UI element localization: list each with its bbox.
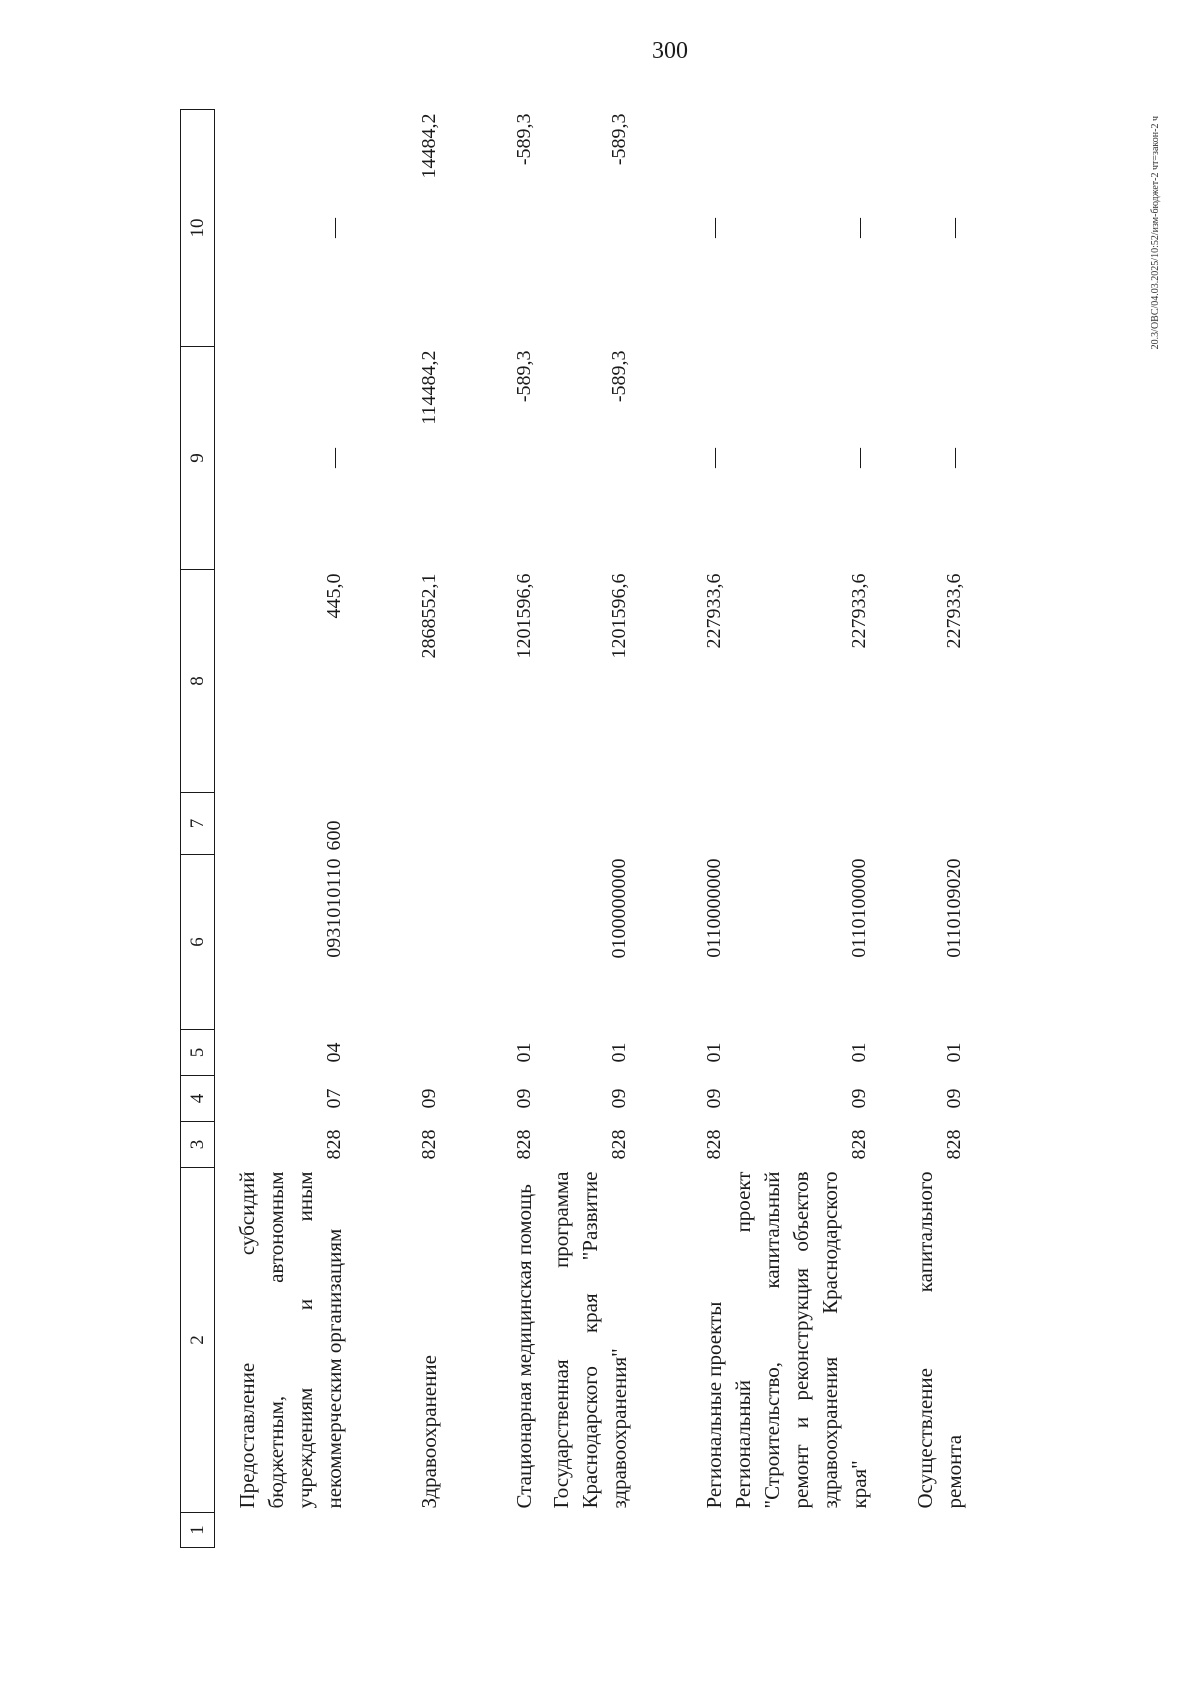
table-row [349, 110, 444, 1548]
column-header: 4 [181, 1076, 215, 1122]
row-name: Государственная программа Краснодарского края "Развитие здравоохранения" [548, 1171, 631, 1509]
cell-c9: 114484,2 [417, 350, 440, 425]
column-header: 8 [181, 570, 215, 793]
cell-c4: 09 [417, 1088, 440, 1109]
cell-c7: 600 [322, 820, 345, 851]
cell-c6 [349, 855, 444, 1030]
column-number-header [181, 110, 215, 1548]
column-header: 7 [181, 793, 215, 855]
rotated-table-frame [180, 110, 980, 1548]
cell-c3: 828 [847, 1129, 870, 1160]
cell-c9: — [847, 448, 870, 468]
cell-c4: 09 [512, 1088, 535, 1109]
cell-c4: 09 [702, 1088, 725, 1109]
cell-c3: 828 [702, 1129, 725, 1160]
table-row [215, 110, 349, 1548]
cell-c5: 01 [702, 1042, 725, 1063]
cell-c9: -589,3 [607, 350, 630, 403]
cell-c8: 1201596,6 [607, 573, 630, 659]
cell-c8: 227933,6 [847, 573, 870, 649]
row-name: Здравоохранение [416, 1355, 441, 1509]
cell-c5: 04 [322, 1042, 345, 1063]
cell-c8: 227933,6 [702, 573, 725, 649]
cell-c10: -589,3 [512, 113, 535, 166]
column-header: 3 [181, 1122, 215, 1168]
cell-c10: — [942, 218, 965, 238]
cell-c6: 0110000000 [702, 858, 725, 958]
cell-c6: 0110109020 [942, 858, 965, 958]
cell-c10: -589,3 [607, 113, 630, 166]
cell-c7 [444, 793, 539, 855]
cell-c7 [634, 793, 729, 855]
cell-c9: — [322, 448, 345, 468]
cell-c6: 0110100000 [847, 858, 870, 958]
cell-c5 [349, 1030, 444, 1076]
cell-c9: — [702, 448, 725, 468]
cell-c3: 828 [607, 1129, 630, 1160]
cell-c7 [349, 793, 444, 855]
cell-c7 [874, 793, 969, 855]
cell-c10: 14484,2 [417, 113, 440, 179]
table-row [634, 110, 729, 1548]
cell-c3: 828 [322, 1129, 345, 1160]
cell-c9: — [942, 448, 965, 468]
column-header: 5 [181, 1030, 215, 1076]
table-row [539, 110, 634, 1548]
row-name: Осуществление капитального ремонта [912, 1171, 966, 1509]
cell-c10: — [322, 218, 345, 238]
cell-c8: 227933,6 [942, 573, 965, 649]
row-name: Региональный проект "Строительство, капитальный ремонт и реконструкция объектов здравоохранения Краснодарского края" [730, 1171, 871, 1509]
cell-c7 [729, 793, 874, 855]
row-name: Предоставление субсидий бюджетным, автономным учреждениям и иным некоммерческим организациям [234, 1171, 346, 1509]
cell-c7 [539, 793, 634, 855]
cell-c8: 2868552,1 [417, 573, 440, 659]
column-header: 6 [181, 855, 215, 1030]
column-header: 10 [181, 110, 215, 347]
table-row [729, 110, 874, 1548]
cell-c5: 01 [607, 1042, 630, 1063]
cell-c4: 09 [942, 1088, 965, 1109]
table-row [874, 110, 969, 1548]
cell-c4: 09 [847, 1088, 870, 1109]
cell-c8: 1201596,6 [512, 573, 535, 659]
cell-c5: 01 [847, 1042, 870, 1063]
cell-c10: — [847, 218, 870, 238]
page-number: 300 [652, 38, 688, 64]
cell-c5: 01 [512, 1042, 535, 1063]
document-stamp: 20.3/OBC/04.03.2025/10:52/изм-бюджет-2 чт=закон-2 ч [1150, 116, 1161, 350]
cell-c8: 445,0 [322, 573, 345, 619]
cell-c3: 828 [942, 1129, 965, 1160]
cell-c6: 0931010110 [322, 858, 345, 958]
cell-c10: — [702, 218, 725, 238]
cell-c4: 09 [607, 1088, 630, 1109]
cell-c9: -589,3 [512, 350, 535, 403]
cell-c3: 828 [512, 1129, 535, 1160]
table-row [444, 110, 539, 1548]
cell-c4: 07 [322, 1088, 345, 1109]
row-name: Региональные проекты [701, 1301, 726, 1509]
cell-c5: 01 [942, 1042, 965, 1063]
column-header: 1 [181, 1513, 215, 1548]
column-header: 2 [181, 1168, 215, 1513]
column-header: 9 [181, 347, 215, 570]
cell-c6: 0100000000 [607, 858, 630, 959]
cell-c3: 828 [417, 1129, 440, 1160]
cell-c6 [444, 855, 539, 1030]
row-name: Стационарная медицинская помощь [511, 1184, 536, 1509]
budget-table [180, 109, 969, 1548]
